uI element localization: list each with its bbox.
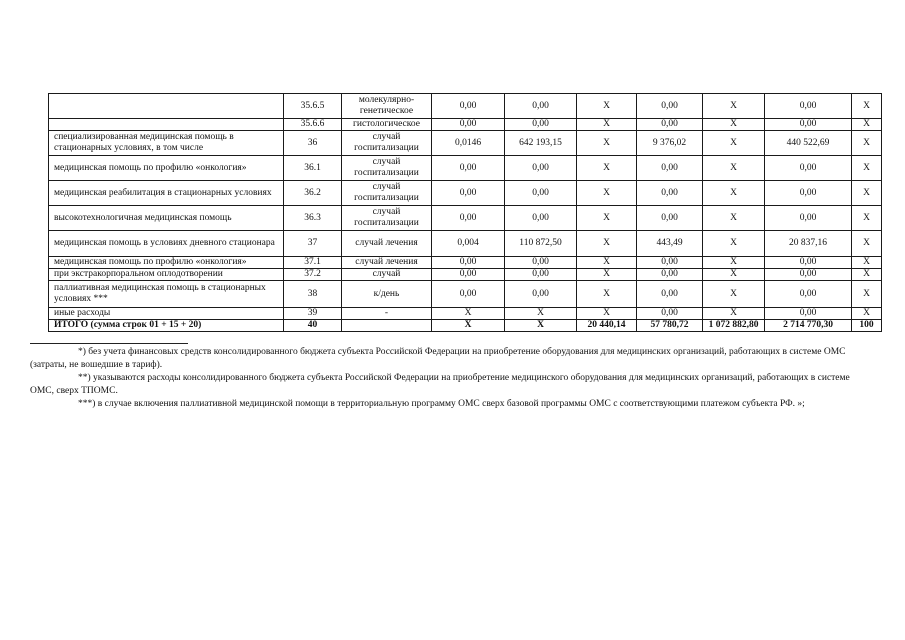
value-cell: Х [577, 308, 637, 320]
unit-cell: случай [342, 269, 432, 281]
value-cell: Х [703, 156, 765, 181]
value-cell: 20 440,14 [577, 320, 637, 332]
unit-cell [342, 320, 432, 332]
value-cell: 0,00 [765, 181, 852, 206]
row-number-cell: 40 [284, 320, 342, 332]
row-name-cell: иные расходы [49, 308, 284, 320]
value-cell: Х [852, 181, 882, 206]
value-cell: 0,00 [505, 181, 577, 206]
table-row [49, 257, 882, 269]
row-name-cell: медицинская помощь в условиях дневного стационара [49, 231, 284, 257]
value-cell: 0,00 [637, 156, 703, 181]
value-cell: 0,00 [505, 206, 577, 231]
value-cell: Х [852, 308, 882, 320]
value-cell: 0,00 [432, 257, 505, 269]
value-cell: 0,00 [505, 119, 577, 131]
row-number-cell: 36.1 [284, 156, 342, 181]
row-number-cell: 36.3 [284, 206, 342, 231]
table-row [49, 281, 882, 308]
value-cell: Х [852, 119, 882, 131]
value-cell: 0,00 [765, 206, 852, 231]
row-number-cell: 35.6.6 [284, 119, 342, 131]
unit-cell: случай лечения [342, 231, 432, 257]
row-name-cell [49, 94, 284, 119]
value-cell: Х [703, 181, 765, 206]
row-name-cell: паллиативная медицинская помощь в стационарных условиях *** [49, 281, 284, 308]
value-cell: 0,00 [637, 119, 703, 131]
value-cell: Х [703, 206, 765, 231]
value-cell: 443,49 [637, 231, 703, 257]
value-cell: Х [577, 231, 637, 257]
footnote-1: *) без учета финансовых средств консолидированного бюджета субъекта Российской Федерации на приобретение оборудования для медицинских организаций, работающих в системе ОМС (затраты, не вошедшие в тариф). [30, 347, 846, 370]
row-name-cell: при экстракорпоральном оплодотворении [49, 269, 284, 281]
value-cell: Х [703, 231, 765, 257]
value-cell: 20 837,16 [765, 231, 852, 257]
unit-cell: - [342, 308, 432, 320]
table-row [49, 156, 882, 181]
value-cell: 0,00 [432, 281, 505, 308]
value-cell: Х [852, 131, 882, 156]
value-cell: Х [432, 320, 505, 332]
value-cell: 0,00 [432, 119, 505, 131]
value-cell: 9 376,02 [637, 131, 703, 156]
value-cell: 0,00 [765, 281, 852, 308]
unit-cell: молекулярно-генетическое [342, 94, 432, 119]
table-row [49, 308, 882, 320]
table-row [49, 206, 882, 231]
value-cell: Х [577, 206, 637, 231]
value-cell: 1 072 882,80 [703, 320, 765, 332]
value-cell: 642 193,15 [505, 131, 577, 156]
value-cell: 0,00 [505, 269, 577, 281]
unit-cell: случай госпитализации [342, 181, 432, 206]
row-number-cell: 37.1 [284, 257, 342, 269]
table-row [49, 181, 882, 206]
value-cell: Х [703, 281, 765, 308]
table-row [49, 231, 882, 257]
value-cell: 0,00 [432, 94, 505, 119]
value-cell: 0,00 [505, 281, 577, 308]
row-number-cell: 39 [284, 308, 342, 320]
value-cell: 0,00 [637, 257, 703, 269]
value-cell: 0,00 [505, 94, 577, 119]
value-cell: Х [432, 308, 505, 320]
row-name-cell: специализированная медицинская помощь в стационарных условиях, в том числе [49, 131, 284, 156]
value-cell: Х [703, 94, 765, 119]
row-number-cell: 37 [284, 231, 342, 257]
financing-table [48, 93, 882, 332]
value-cell: 0,00 [637, 94, 703, 119]
unit-cell: к/день [342, 281, 432, 308]
value-cell: Х [577, 131, 637, 156]
value-cell: Х [703, 131, 765, 156]
value-cell: Х [852, 257, 882, 269]
value-cell: 0,00 [637, 206, 703, 231]
row-number-cell: 36 [284, 131, 342, 156]
value-cell: 0,00 [637, 181, 703, 206]
value-cell: 0,00 [765, 94, 852, 119]
value-cell: 0,00 [432, 269, 505, 281]
value-cell: 0,0146 [432, 131, 505, 156]
row-number-cell: 37.2 [284, 269, 342, 281]
row-name-cell: ИТОГО (сумма строк 01 + 15 + 20) [49, 320, 284, 332]
table-row [49, 119, 882, 131]
value-cell: Х [703, 119, 765, 131]
row-number-cell: 35.6.5 [284, 94, 342, 119]
value-cell: Х [577, 94, 637, 119]
row-name-cell: медицинская помощь по профилю «онкология» [49, 257, 284, 269]
value-cell: Х [577, 281, 637, 308]
row-name-cell [49, 119, 284, 131]
value-cell: 0,00 [765, 156, 852, 181]
row-name-cell: медицинская реабилитация в стационарных условиях [49, 181, 284, 206]
row-name-cell: медицинская помощь по профилю «онкология» [49, 156, 284, 181]
value-cell: 0,00 [432, 181, 505, 206]
footnote-2: **) указываются расходы консолидированного бюджета субъекта Российской Федерации на приобретение медицинского оборудования для медицинских организаций, работающих в системе ОМС, сверх ТПОМС. [30, 373, 850, 396]
value-cell: Х [577, 156, 637, 181]
value-cell: Х [577, 257, 637, 269]
value-cell: 0,00 [765, 119, 852, 131]
value-cell: 0,00 [765, 257, 852, 269]
footnote-separator [30, 343, 188, 344]
value-cell: 0,00 [637, 269, 703, 281]
row-number-cell: 38 [284, 281, 342, 308]
value-cell: 2 714 770,30 [765, 320, 852, 332]
value-cell: 0,00 [637, 281, 703, 308]
table-row [49, 131, 882, 156]
value-cell: Х [852, 231, 882, 257]
table-total-row [49, 320, 882, 332]
value-cell: Х [703, 308, 765, 320]
value-cell: Х [703, 257, 765, 269]
row-name-cell: высокотехнологичная медицинская помощь [49, 206, 284, 231]
value-cell: Х [577, 119, 637, 131]
value-cell: Х [852, 206, 882, 231]
value-cell: Х [577, 269, 637, 281]
value-cell: 0,00 [765, 308, 852, 320]
value-cell: 100 [852, 320, 882, 332]
value-cell: 110 872,50 [505, 231, 577, 257]
value-cell: 0,00 [765, 269, 852, 281]
unit-cell: случай госпитализации [342, 156, 432, 181]
table-row [49, 269, 882, 281]
unit-cell: гистологическое [342, 119, 432, 131]
value-cell: 0,004 [432, 231, 505, 257]
value-cell: Х [505, 320, 577, 332]
unit-cell: случай госпитализации [342, 206, 432, 231]
table-row [49, 94, 882, 119]
value-cell: Х [852, 281, 882, 308]
value-cell: 0,00 [432, 156, 505, 181]
footnote-3: ***) в случае включения паллиативной медицинской помощи в территориальную программу ОМС сверх базовой программы ОМС с соответствующими платежом субъекта РФ. »; [78, 399, 805, 409]
value-cell: 0,00 [432, 206, 505, 231]
row-number-cell: 36.2 [284, 181, 342, 206]
value-cell: 0,00 [637, 308, 703, 320]
value-cell: 440 522,69 [765, 131, 852, 156]
value-cell: Х [703, 269, 765, 281]
unit-cell: случай лечения [342, 257, 432, 269]
value-cell: 57 780,72 [637, 320, 703, 332]
value-cell: Х [852, 94, 882, 119]
value-cell: 0,00 [505, 156, 577, 181]
value-cell: 0,00 [505, 257, 577, 269]
value-cell: Х [505, 308, 577, 320]
unit-cell: случай госпитализации [342, 131, 432, 156]
value-cell: Х [852, 156, 882, 181]
value-cell: Х [852, 269, 882, 281]
value-cell: Х [577, 181, 637, 206]
